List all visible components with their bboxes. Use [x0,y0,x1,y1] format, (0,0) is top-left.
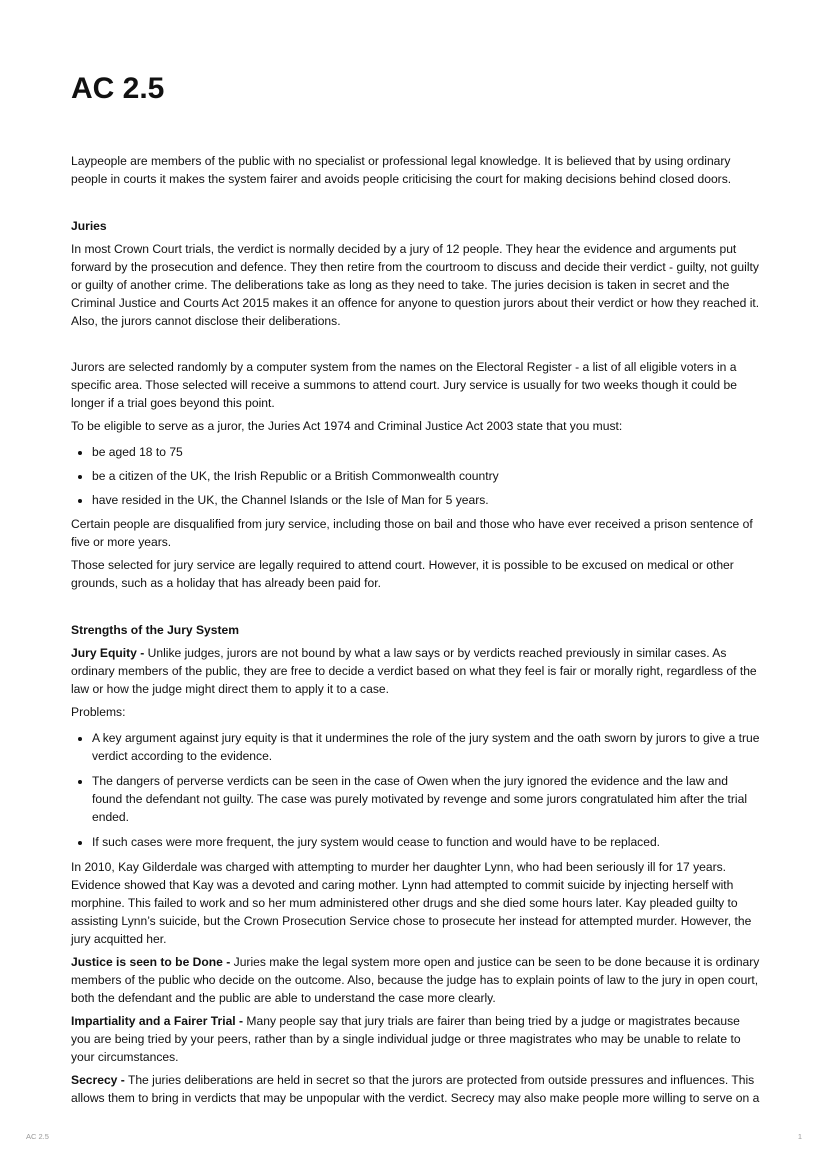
justice-label: Justice is seen to be Done - [71,955,231,969]
impartiality-label: Impartiality and a Fairer Trial - [71,1014,244,1028]
footer-title: AC 2.5 [26,1132,49,1141]
justice-paragraph [71,953,761,1007]
juries-heading: Juries [71,219,107,233]
selection-paragraph: Jurors are selected randomly by a computer system from the names on the Electoral Register - a list of all eligible voters in a specific area. Those selected will receive a summons to attend court. Jury service is usually for two weeks though it could be longer if a trial goes beyond this point. [71,360,737,410]
page-title: AC 2.5 [71,72,165,105]
eligibility-intro: To be eligible to serve as a juror, the Juries Act 1974 and Criminal Justice Act 2003 state that you must: [71,419,623,433]
list-item: • be aged 18 to 75 [92,443,761,461]
eligibility-list [71,443,761,509]
impartiality-paragraph [71,1012,761,1066]
justice-text: Juries make the legal system more open and justice can be seen to be done because it is ordinary members of the public who decide on the outcome. Also, because the judge has to explain points of law to the jury in open court, both the defendant and the public are able to understand the case more clearly. [71,955,760,1005]
secrecy-paragraph [71,1071,761,1107]
page-number: 1 [797,1132,802,1141]
jury-equity-label: Jury Equity - [71,646,145,660]
list-item: • be a citizen of the UK, the Irish Republic or a British Commonwealth country [92,467,761,485]
list-item: • The dangers of perverse verdicts can be seen in the case of Owen when the jury ignored the evidence and the law and found the defendant not guilty. The case was purely motivated by revenge and some jurors congratulated him after the trial ended. [92,772,761,826]
problems-label: Problems: [71,705,126,719]
jury-equity-text: Unlike judges, jurors are not bound by what a law says or by verdicts reached previously in similar cases. As ordinary members of the public, they are free to decide a verdict based on what they feel is fair or morally right, regardless of the law or how the judge might direct them to apply it to a case. [71,646,757,696]
gilderdale-case-paragraph: In 2010, Kay Gilderdale was charged with attempting to murder her daughter Lynn, who had been seriously ill for 17 years. Evidence showed that Kay was a devoted and caring mother. Lynn had attempted to commit suicide by injecting herself with morphine. This failed to work and so her mum administered other drugs and she died some hours later. Kay pleaded guilty to assisting Lynn’s suicide, but the Crown Prosecution Service chose to prosecute her instead for attempted murder. However, the jury acquitted her. [71,860,752,946]
document-page [71,70,761,1112]
problems-list [71,729,761,851]
list-item: • A key argument against jury equity is that it undermines the role of the jury system and the oath sworn by jurors to give a true verdict according to the evidence. [92,729,761,765]
jury-equity-paragraph [71,644,761,698]
list-item: • have resided in the UK, the Channel Islands or the Isle of Man for 5 years. [92,491,761,509]
excused-paragraph: Those selected for jury service are legally required to attend court. However, it is possible to be excused on medical or other grounds, such as a holiday that has already been paid for. [71,558,734,590]
impartiality-text: Many people say that jury trials are fairer than being tried by a judge or magistrates because you are being tried by your peers, rather than by a single individual judge or three magistrates who may be unable to relate to your circumstances. [71,1014,741,1064]
strengths-heading: Strengths of the Jury System [71,623,240,637]
juries-paragraph: In most Crown Court trials, the verdict is normally decided by a jury of 12 people. They hear the evidence and arguments put forward by the prosecution and defence. They then retire from the courtroom to discuss and decide their verdict - guilty, not guilty or guilty of another crime. The deliberations take as long as they need to take. The juries decision is taken in secret and the Criminal Justice and Courts Act 2015 makes it an offence for anyone to question jurors about their verdict or how they reached it. Also, the jurors cannot disclose their deliberations. [71,242,760,328]
secrecy-text: The juries deliberations are held in secret so that the jurors are protected from outside pressures and influences. This allows them to bring in verdicts that may be unpopular with the verdict. Secrecy may also make people more willing to serve on a [71,1073,760,1105]
secrecy-label: Secrecy - [71,1073,125,1087]
list-item: • If such cases were more frequent, the jury system would cease to function and would have to be replaced. [92,833,761,851]
intro-paragraph: Laypeople are members of the public with no specialist or professional legal knowledge. It is believed that by using ordinary people in courts it makes the system fairer and avoids people criticising the court for making decisions behind closed doors. [71,154,732,186]
disqualified-paragraph: Certain people are disqualified from jury service, including those on bail and those who have ever received a prison sentence of five or more years. [71,517,753,549]
